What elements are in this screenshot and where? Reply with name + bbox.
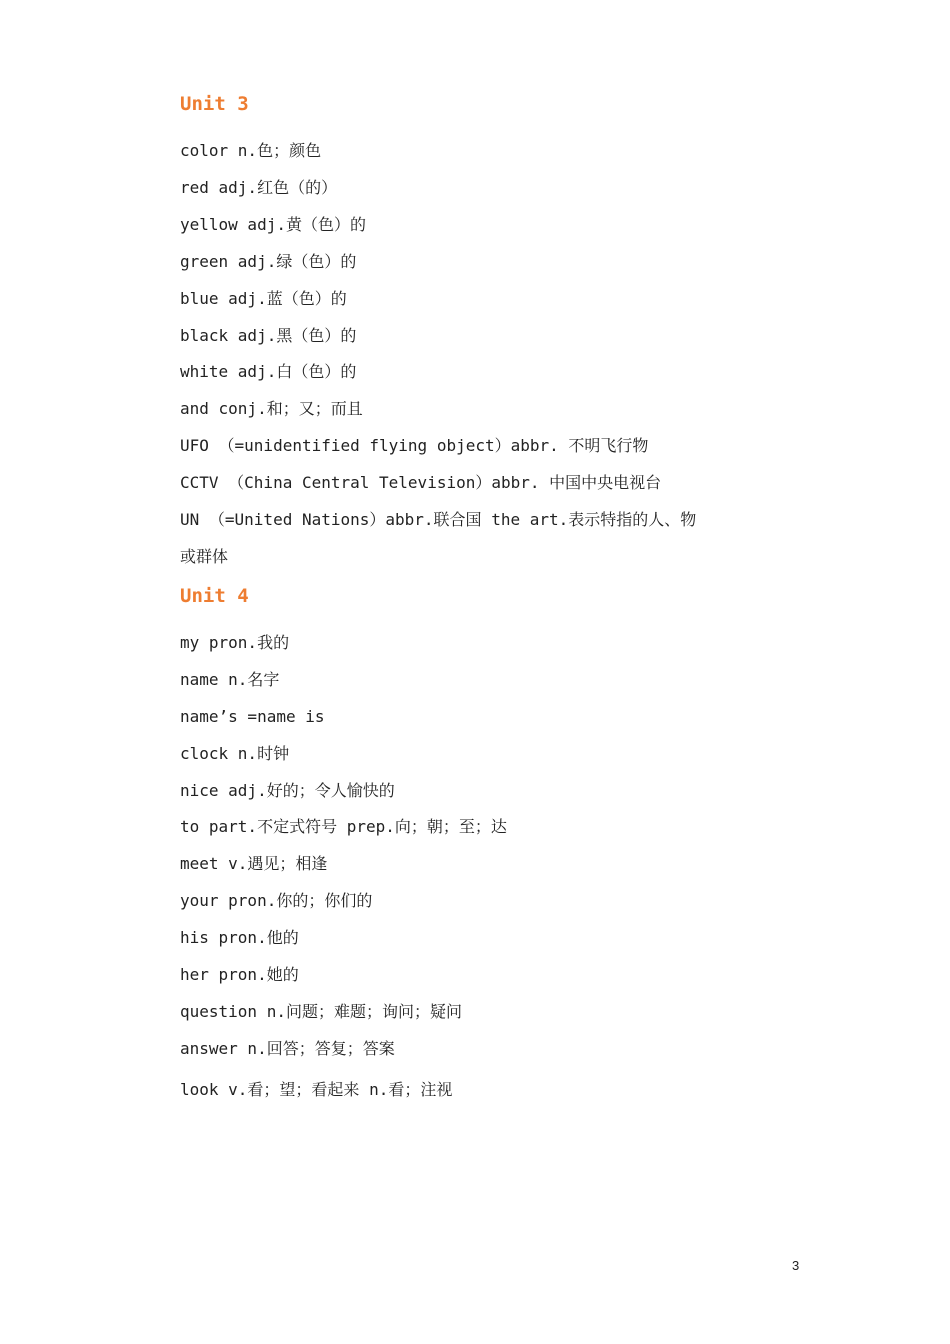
vocab-entry: yellow adj.黄（色）的 (180, 214, 366, 234)
vocab-entry: your pron.你的；你们的 (180, 891, 373, 911)
vocab-entry: name’s =name is (180, 706, 325, 726)
vocab-entry: color n.色；颜色 (180, 141, 322, 160)
vocab-entry: answer n.回答；答复；答案 (180, 1038, 395, 1058)
vocab-entry: black adj.黑（色）的 (180, 325, 357, 345)
vocab-entry: question n.问题；难题；询问；疑问 (180, 1001, 462, 1021)
vocabulary-list (180, 88, 740, 1109)
vocab-entry: to part.不定式符号 prep.向；朝；至；达 (180, 817, 507, 837)
vocab-entry: blue adj.蓝（色）的 (180, 288, 347, 308)
vocab-entry: red adj.红色（的） (180, 177, 338, 197)
vocab-entry: CCTV （China Central Television）abbr. 中国中央电视台 (180, 473, 662, 493)
vocab-entry: white adj.白（色）的 (180, 362, 357, 382)
unit-3-section (180, 88, 740, 576)
unit-3-heading: Unit 3 (180, 93, 249, 115)
vocab-entry: clock n.时钟 (180, 743, 290, 763)
vocab-entry: UN （=United Nations）abbr.联合国 the art.表示特指的人、物或群体 (180, 510, 697, 566)
vocab-entry: and conj.和；又；而且 (180, 399, 363, 419)
unit-4-section (180, 580, 740, 1109)
vocab-entry: look v.看；望；看起来 n.看；注视 (180, 1079, 453, 1099)
unit-4-heading: Unit 4 (180, 584, 249, 607)
vocab-entry: my pron.我的 (180, 632, 290, 652)
unit-4-entries (180, 625, 740, 1109)
vocab-entry: green adj.绿（色）的 (180, 251, 357, 271)
vocab-entry: meet v.遇见；相逢 (180, 854, 328, 874)
vocab-entry: nice adj.好的；令人愉快的 (180, 780, 395, 800)
vocab-entry: his pron.他的 (180, 928, 299, 948)
vocab-entry: her pron.她的 (180, 965, 299, 985)
unit-3-entries (180, 133, 740, 576)
vocab-entry: UFO （=unidentified flying object）abbr. 不明飞行物 (180, 436, 649, 456)
page-number: 3 (792, 1258, 800, 1273)
vocab-entry: name n.名字 (180, 669, 280, 689)
